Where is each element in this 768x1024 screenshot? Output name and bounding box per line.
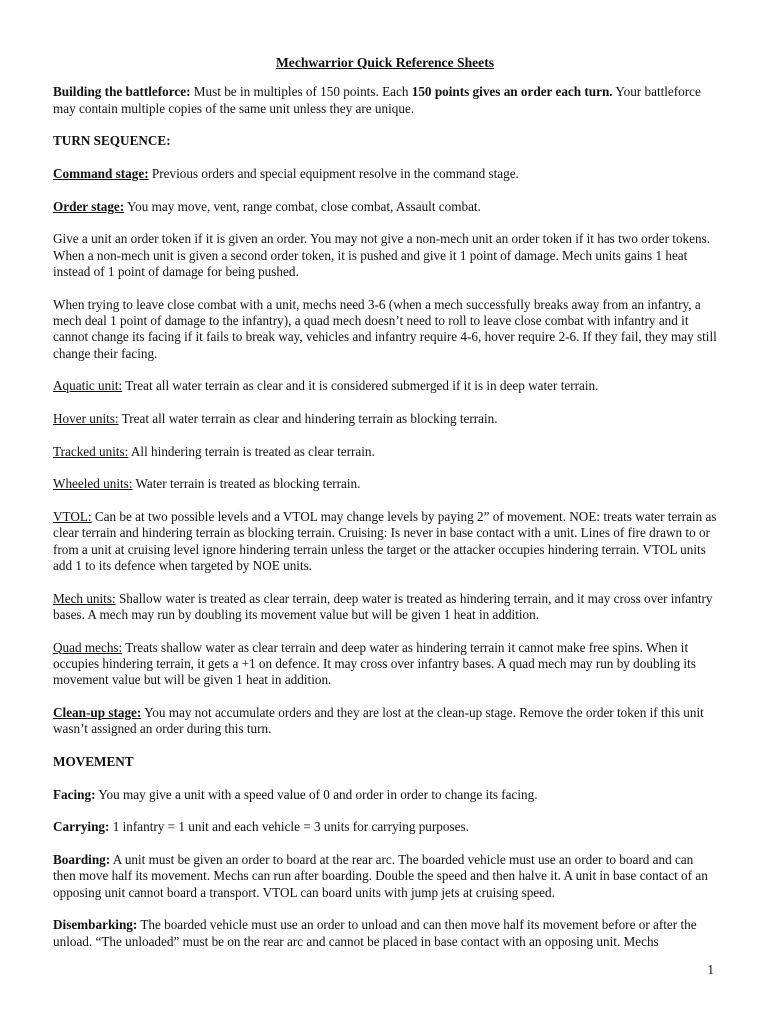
cleanup-stage-lead: Clean-up stage: <box>53 705 142 720</box>
boarding-lead: Boarding: <box>53 851 111 867</box>
building-battleforce-text-2: Your battleforce may contain multiple copies of the same unit unless they are unique. <box>53 84 701 116</box>
turn-sequence-heading: TURN SEQUENCE: <box>53 133 171 149</box>
vtol-text: Can be at two possible levels and a VTOL may change levels by paying 2” of movement. NOE: treats water terrain as clear terrain and hindering terrain as blocking terrain. Cruising: Is never in base contact with a unit. Lines of fire drawn to or from a unit at cruising level ignore hindering terrain unless the target or the attacker occupies hindering terrain. VTOL units add 1 to its defence when targeted by NOE units. <box>53 508 717 573</box>
command-stage-lead: Command stage: <box>53 166 149 181</box>
mech-units-text: Shallow water is treated as clear terrain, deep water is treated as hindering terrain, and it may cross over infantry bases. A mech may run by doubling its movement value but will be given 1 heat in addition. <box>53 590 713 622</box>
cleanup-stage-text: You may not accumulate orders and they are lost at the clean-up stage. Remove the order token if this unit wasn’t assigned an order during this turn. <box>53 705 704 737</box>
tracked-units-text: All hindering terrain is treated as clear terrain. <box>128 443 375 459</box>
disembarking-paragraph <box>53 917 717 950</box>
building-battleforce-lead: Building the battleforce: <box>53 84 191 100</box>
aquatic-unit-lead: Aquatic unit: <box>53 378 123 394</box>
carrying-lead: Carrying: <box>53 819 110 835</box>
carrying-paragraph <box>53 819 717 835</box>
order-stage-text: You may move, vent, range combat, close combat, Assault combat. <box>124 198 481 214</box>
quad-mechs-lead: Quad mechs: <box>53 639 123 655</box>
aquatic-unit-paragraph <box>53 378 717 394</box>
wheeled-units-text: Water terrain is treated as blocking terrain. <box>132 476 361 492</box>
boarding-paragraph <box>53 852 717 901</box>
carrying-text: 1 infantry = 1 unit and each vehicle = 3 units for carrying purposes. <box>109 819 469 835</box>
order-stage-lead: Order stage: <box>53 198 125 214</box>
close-combat-paragraph: When trying to leave close combat with a unit, mechs need 3-6 (when a mech successfully breaks away from an infantry, a mech deal 1 point of damage to the infantry), a quad mech doesn’t need to roll to leave close combat with infantry and it cannot change its facing if it fails to break way, vehicles and infantry require 4-6, hover require 2-6. If they fail, they may still change their facing. <box>53 296 717 361</box>
aquatic-unit-text: Treat all water terrain as clear and it is considered submerged if it is in deep water terrain. <box>122 378 599 394</box>
building-battleforce-paragraph <box>53 84 717 117</box>
facing-lead: Facing: <box>53 786 96 802</box>
quad-mechs-text: Treats shallow water as clear terrain and deep water as hindering terrain it cannot make free spins. When it occupies hindering terrain, it gets a +1 on defence. It may cross over infantry bases. A quad mech may run by doubling its movement value but will be given 1 heat in addition. <box>53 639 696 688</box>
mech-units-paragraph <box>53 591 717 624</box>
document-page <box>53 55 717 966</box>
facing-text: You may give a unit with a speed value of 0 and order in order to change its facing. <box>95 786 538 802</box>
tracked-units-paragraph <box>53 444 717 460</box>
mech-units-lead: Mech units: <box>53 590 116 606</box>
disembarking-lead: Disembarking: <box>53 917 138 933</box>
order-token-paragraph: Give a unit an order token if it is given an order. You may not give a non-mech unit an order token if it has two order tokens. When a non-mech unit is given a second order token, it is pushed and give it 1 point of damage. Mech units gains 1 heat instead of 1 point of damage for being pushed. <box>53 231 711 279</box>
movement-heading: MOVEMENT <box>53 754 134 769</box>
building-battleforce-bold: 150 points gives an order each turn. <box>411 84 613 100</box>
wheeled-units-paragraph <box>53 476 717 492</box>
hover-units-lead: Hover units: <box>53 411 119 426</box>
order-stage-paragraph <box>53 199 717 215</box>
hover-units-paragraph <box>53 411 717 427</box>
cleanup-stage-paragraph <box>53 705 717 738</box>
quad-mechs-paragraph <box>53 640 717 689</box>
building-battleforce-text-1: Must be in multiples of 150 points. Each <box>190 84 412 100</box>
facing-paragraph <box>53 787 717 803</box>
boarding-text: A unit must be given an order to board at the rear arc. The boarded vehicle must use an order to board and can then move half its movement. Mechs can run after boarding. Double the speed and then halve it. A unit in base contact of an opposing unit cannot board a transport. VTOL can board units with jump jets at cruising speed. <box>53 851 708 900</box>
disembarking-text: The boarded vehicle must use an order to unload and can then move half its movement before or after the unload. “The unloaded” must be on the rear arc and cannot be placed in base contact with an opposing unit. Mechs <box>53 917 697 949</box>
command-stage-paragraph <box>53 166 717 182</box>
page-number: 1 <box>707 962 714 977</box>
vtol-paragraph <box>53 509 717 575</box>
tracked-units-lead: Tracked units: <box>53 443 129 459</box>
vtol-lead: VTOL: <box>53 508 92 524</box>
command-stage-text: Previous orders and special equipment resolve in the command stage. <box>148 166 519 181</box>
hover-units-text: Treat all water terrain as clear and hindering terrain as blocking terrain. <box>118 411 498 426</box>
wheeled-units-lead: Wheeled units: <box>53 476 133 492</box>
document-title: Mechwarrior Quick Reference Sheets <box>275 55 495 70</box>
